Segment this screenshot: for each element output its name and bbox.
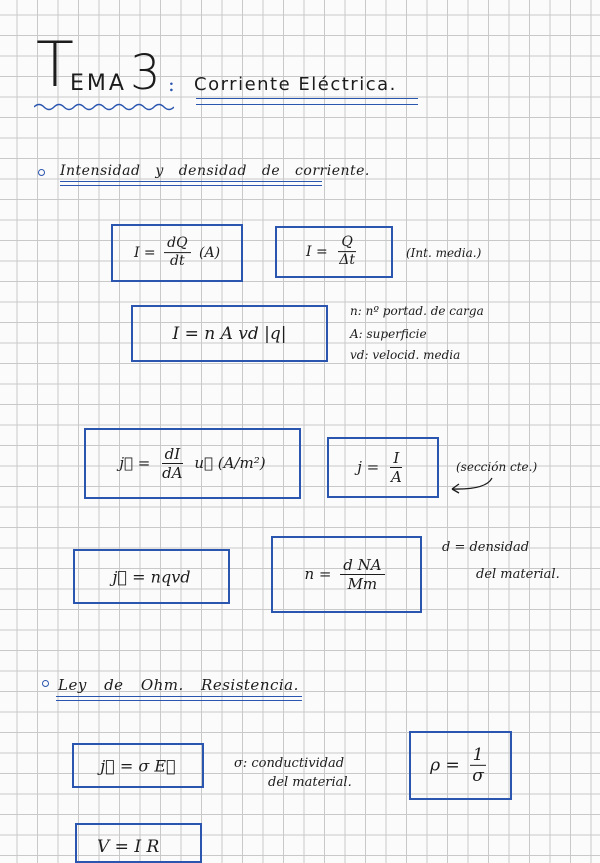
f4-lhs: j⃗ = [119,453,151,472]
f2-denominator: Δt [339,252,355,269]
title-t: T [36,28,74,101]
f3-note-velocity: vd: velocid. media [350,348,461,362]
title-underline-wave [34,102,174,112]
f7-note-density: d = densidad [442,540,530,555]
formula-mean-intensity-box [275,226,393,278]
title-number: 3 [130,45,161,101]
f2-numerator: Q [338,235,355,252]
formula-current-density-box [84,428,301,499]
page-title [34,28,454,104]
f8-text: j⃗ = σ E⃗ [100,756,176,775]
f5-note: (sección cte.) [456,460,538,474]
f1-numerator: dQ [164,236,190,253]
f2-lhs: I = [306,244,328,260]
f1-unit: (A) [199,245,221,261]
formula-drift-box [131,305,328,362]
f4-numerator: dI [162,446,184,465]
title-ema: EMA [70,71,127,96]
f8-note-material: del material. [268,775,352,790]
f5-lhs: j = [357,457,380,476]
formula-intensity-box [111,224,243,282]
f7-denominator: Mm [347,575,378,593]
title-colon: : [168,72,175,96]
f2-note: (Int. media.) [406,246,482,260]
section2-bullet [42,680,49,687]
f5-arrow-icon [444,474,496,496]
section2-underline [56,696,302,701]
section2-heading: Ley de Ohm. Resistencia. [58,676,299,694]
f7-lhs: n = [304,564,332,583]
formula-uniform-density-box [327,437,439,498]
formula-resistivity-box [409,731,512,800]
formula-density-drift-box [73,549,230,604]
f7-numerator: d NA [340,557,384,576]
section1-heading: Intensidad y densidad de corriente. [60,163,370,179]
formula-carrier-density-box [271,536,422,613]
f9-lhs: ρ = [430,755,460,775]
f5-numerator: I [390,450,402,469]
f4-rhs: u⃗ (A/m²) [194,453,266,472]
f3-note-carriers: n: nº portad. de carga [350,304,484,318]
f3-note-area: A: superficie [350,327,427,341]
f3-text: I = n A vd |q| [172,323,287,344]
f8-note-conductivity: σ: conductividad [234,756,345,771]
title-subject: Corriente Eléctrica. [194,74,397,95]
f10-text: V = I R [97,837,160,857]
formula-ohm-box [72,743,204,788]
f7-note-material: del material. [476,567,560,582]
f6-text: j⃗ = nqvd [112,567,191,586]
formula-ohm-law-box [75,823,202,863]
f4-denominator: dA [162,464,183,482]
f1-denominator: dt [170,253,185,270]
section1-underline [60,181,322,186]
f9-denominator: σ [472,766,484,786]
title-underline-double [196,98,418,105]
section1-bullet [38,169,45,176]
f9-numerator: 1 [470,745,487,766]
f1-lhs: I = [133,245,156,261]
f5-denominator: A [390,468,402,486]
